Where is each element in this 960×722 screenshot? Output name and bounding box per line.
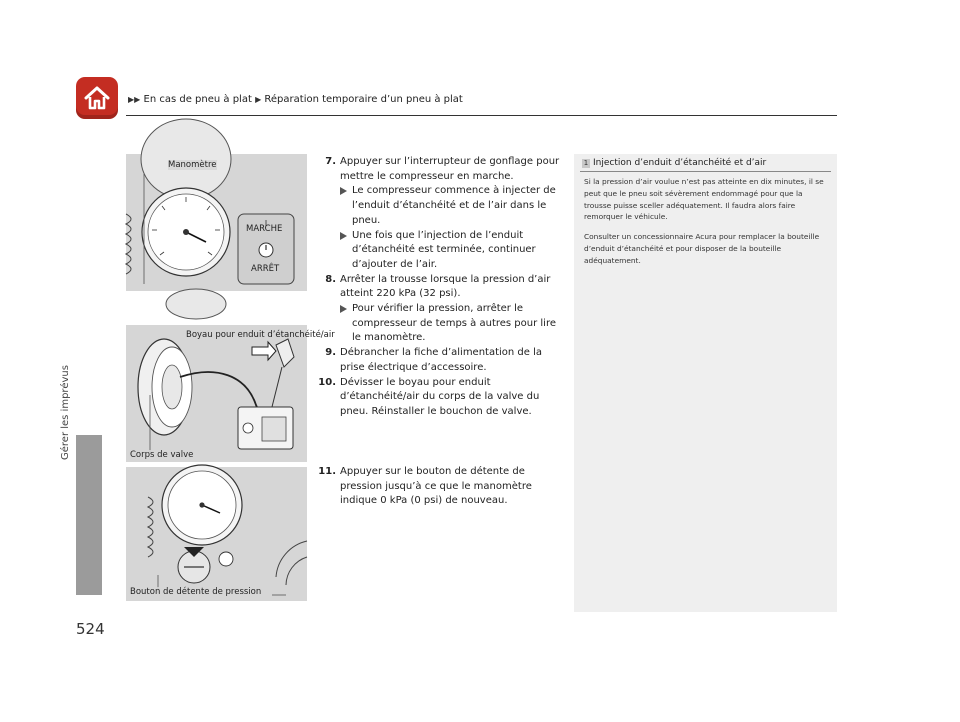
step-7-sub-1: Une fois que l’injection de l’enduit d’étanchéité est terminée, continuer d’ajouter de l’air. bbox=[318, 229, 568, 273]
header-divider bbox=[126, 115, 837, 116]
pressure-release-illustration bbox=[126, 467, 307, 601]
bullet-arrow-icon bbox=[340, 187, 347, 195]
home-icon bbox=[83, 85, 111, 111]
figure-label-on: MARCHE bbox=[246, 224, 283, 234]
chevron-right-icon: ▶▶ bbox=[128, 95, 141, 104]
note-badge: 1 bbox=[583, 158, 589, 167]
side-section-label: Gérer les imprévus bbox=[60, 365, 71, 460]
figure-tire-hose bbox=[126, 325, 335, 462]
note-title: 1 Injection d’enduit d’étanchéité et d’air bbox=[583, 158, 767, 168]
figure-pressure-release bbox=[126, 467, 307, 601]
figure-gauge-switch bbox=[126, 154, 307, 291]
breadcrumb bbox=[128, 94, 463, 105]
chevron-right-icon: ▶ bbox=[255, 95, 262, 104]
note-divider bbox=[580, 171, 831, 172]
step-7-sub-0: Le compresseur commence à injecter de l’enduit d’étanchéité et de l’air dans le pneu. bbox=[318, 184, 568, 228]
breadcrumb-item-0[interactable]: En cas de pneu à plat bbox=[143, 94, 252, 105]
home-button[interactable] bbox=[76, 77, 118, 119]
note-body bbox=[584, 176, 829, 275]
side-tab[interactable] bbox=[76, 435, 102, 595]
figure-label-gauge: Manomètre bbox=[168, 160, 217, 170]
step-9: 9. Débrancher la fiche d’alimentation de la prise électrique d’accessoire. bbox=[325, 347, 543, 373]
bullet-arrow-icon bbox=[340, 305, 347, 313]
step-7: 7. Appuyer sur l’interrupteur de gonflage pour mettre le compresseur en marche. bbox=[325, 156, 560, 182]
figure-label-hose: Boyau pour enduit d’étanchéité/air bbox=[186, 330, 335, 340]
step-8-sub-0: Pour vérifier la pression, arrêter le compresseur de temps à autres pour lire le manomètre. bbox=[318, 302, 568, 346]
bullet-arrow-icon bbox=[340, 232, 347, 240]
steps-list bbox=[318, 155, 568, 420]
note-paragraph: Si la pression d’air voulue n’est pas atteinte en dix minutes, il se peut que le pneu soit sévèrement endommagé pour que la trousse puisse sceller adéquatement. Il faudra alors faire remorquer le véhicule. bbox=[584, 177, 824, 222]
tire-illustration bbox=[126, 325, 307, 462]
figure-label-valve: Corps de valve bbox=[130, 450, 194, 460]
note-panel bbox=[574, 154, 837, 612]
figure-label-release: Bouton de détente de pression bbox=[130, 587, 262, 597]
page-number: 524 bbox=[76, 620, 105, 638]
breadcrumb-item-1[interactable]: Réparation temporaire d’un pneu à plat bbox=[264, 94, 463, 105]
note-paragraph: Consulter un concessionnaire Acura pour remplacer la bouteille d’enduit d’étanchéité et pour disposer de la bouteille adéquatement. bbox=[584, 232, 820, 265]
step-10: 10. Dévisser le boyau pour enduit d’étanchéité/air du corps de la valve du pneu. Réinstaller le bouchon de valve. bbox=[318, 376, 540, 417]
figure-label-off: ARRÊT bbox=[251, 264, 280, 274]
gauge-illustration bbox=[126, 154, 307, 291]
step-11: 11. Appuyer sur le bouton de détente de pression jusqu’à ce que le manomètre indique 0 kPa (0 psi) de nouveau. bbox=[318, 466, 532, 507]
step-8: 8. Arrêter la trousse lorsque la pression d’air atteint 220 kPa (32 psi). bbox=[325, 273, 551, 300]
